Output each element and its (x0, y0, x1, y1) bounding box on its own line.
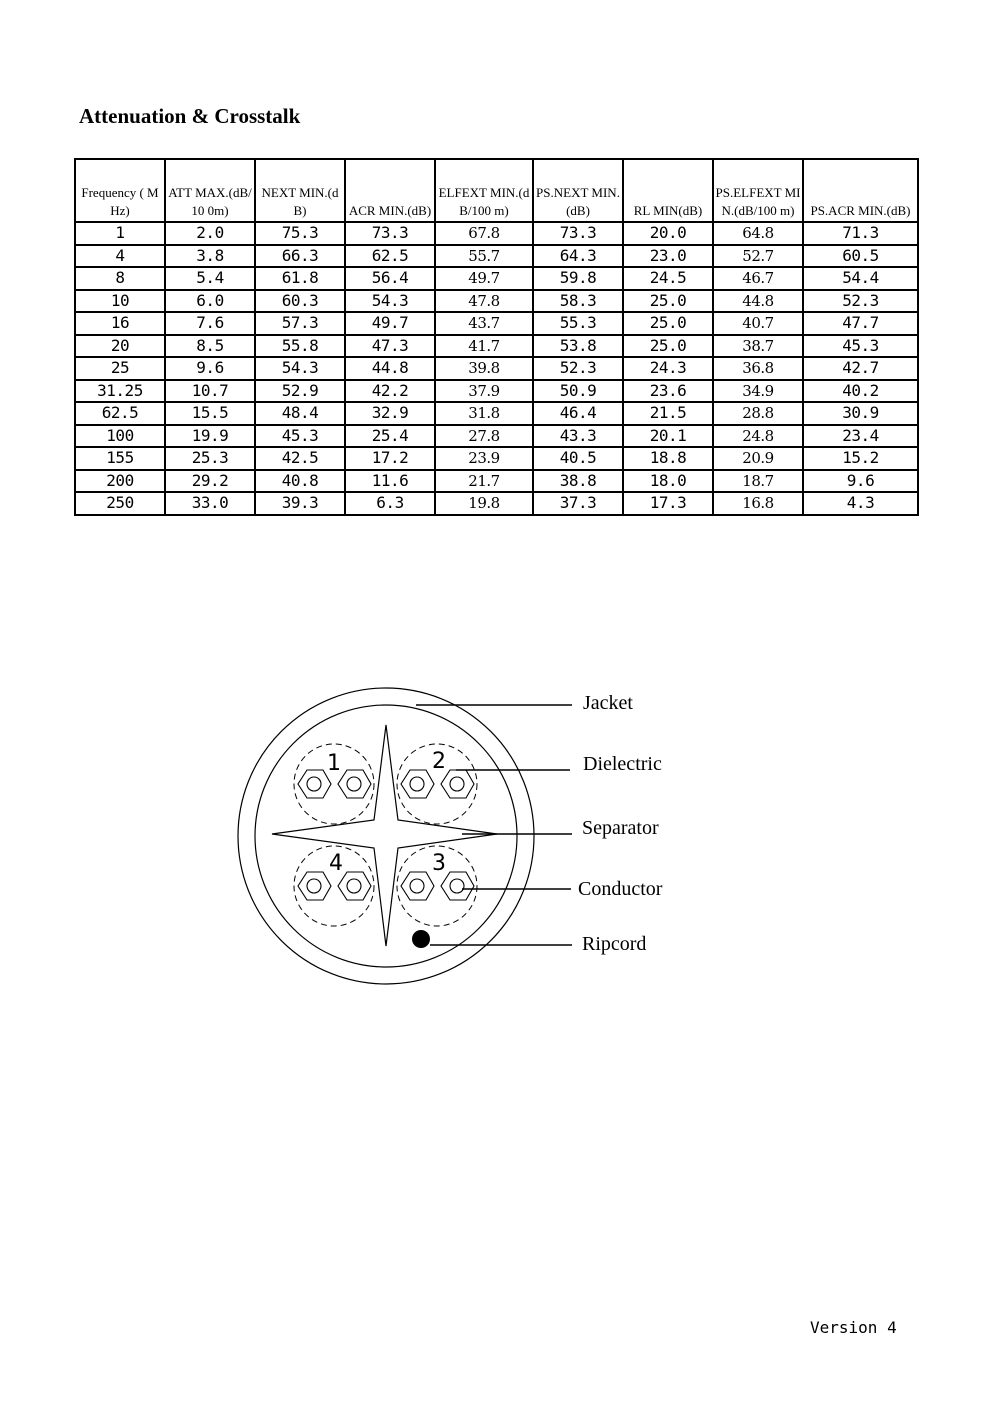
cell-frequency: 1 (75, 222, 165, 245)
cell-frequency: 100 (75, 425, 165, 448)
cell-acr: 49.7 (345, 312, 435, 335)
cell-ps-elfext: 44.8 (713, 290, 803, 313)
cell-next: 66.3 (255, 245, 345, 268)
cell-elfext: 43.7 (435, 312, 533, 335)
header-ps-acr: PS.ACR MIN.(dB) (803, 159, 918, 222)
pair-4-conductor-a-insulation (298, 872, 331, 900)
cell-rl: 24.5 (623, 267, 713, 290)
cell-elfext: 23.9 (435, 447, 533, 470)
cell-rl: 25.0 (623, 335, 713, 358)
pair-3-conductor-a-insulation (401, 872, 434, 900)
cell-ps-next: 58.3 (533, 290, 623, 313)
cell-acr: 42.2 (345, 380, 435, 403)
conductor-label: Conductor (578, 878, 663, 900)
pair-1-conductor-b-insulation (338, 770, 371, 798)
cell-ps-elfext: 24.8 (713, 425, 803, 448)
dielectric-label: Dielectric (583, 753, 662, 775)
cell-ps-next: 46.4 (533, 402, 623, 425)
pair-number-1: 1 (327, 751, 341, 776)
cell-rl: 18.0 (623, 470, 713, 493)
version-footer: Version 4 (810, 1318, 897, 1337)
cell-frequency: 16 (75, 312, 165, 335)
cell-ps-acr: 60.5 (803, 245, 918, 268)
cell-ps-acr: 23.4 (803, 425, 918, 448)
cell-acr: 62.5 (345, 245, 435, 268)
cell-frequency: 10 (75, 290, 165, 313)
pair-2-conductor-a-insulation (401, 770, 434, 798)
cell-elfext: 37.9 (435, 380, 533, 403)
cell-next: 55.8 (255, 335, 345, 358)
cell-ps-acr: 9.6 (803, 470, 918, 493)
cell-acr: 11.6 (345, 470, 435, 493)
cell-ps-elfext: 38.7 (713, 335, 803, 358)
cell-elfext: 19.8 (435, 492, 533, 515)
cell-acr: 54.3 (345, 290, 435, 313)
pair-number-4: 4 (329, 851, 343, 876)
cell-ps-acr: 30.9 (803, 402, 918, 425)
cell-ps-next: 37.3 (533, 492, 623, 515)
cell-ps-acr: 15.2 (803, 447, 918, 470)
cell-att: 2.0 (165, 222, 255, 245)
cell-ps-elfext: 36.8 (713, 357, 803, 380)
cell-elfext: 27.8 (435, 425, 533, 448)
cell-ps-elfext: 40.7 (713, 312, 803, 335)
cell-att: 9.6 (165, 357, 255, 380)
cell-acr: 25.4 (345, 425, 435, 448)
cell-ps-elfext: 20.9 (713, 447, 803, 470)
cell-ps-next: 53.8 (533, 335, 623, 358)
ripcord-label: Ripcord (582, 933, 647, 955)
pair-3-conductor-b-insulation (441, 872, 474, 900)
cell-att: 6.0 (165, 290, 255, 313)
cell-ps-elfext: 52.7 (713, 245, 803, 268)
cell-rl: 23.6 (623, 380, 713, 403)
pair-2-conductor-b-insulation (441, 770, 474, 798)
jacket-label: Jacket (583, 692, 633, 714)
cell-ps-elfext: 16.8 (713, 492, 803, 515)
cell-next: 61.8 (255, 267, 345, 290)
cell-elfext: 49.7 (435, 267, 533, 290)
header-att: ATT MAX.(dB/10 0m) (165, 159, 255, 222)
cell-ps-next: 38.8 (533, 470, 623, 493)
cell-next: 57.3 (255, 312, 345, 335)
header-frequency: Frequency ( MHz) (75, 159, 165, 222)
cell-frequency: 62.5 (75, 402, 165, 425)
cell-frequency: 200 (75, 470, 165, 493)
cell-ps-next: 73.3 (533, 222, 623, 245)
pair-1-conductor-a (307, 777, 321, 791)
cell-att: 8.5 (165, 335, 255, 358)
cell-acr: 56.4 (345, 267, 435, 290)
cell-att: 5.4 (165, 267, 255, 290)
pair-4-conductor-b-insulation (338, 872, 371, 900)
cell-next: 48.4 (255, 402, 345, 425)
cell-ps-elfext: 18.7 (713, 470, 803, 493)
cell-frequency: 4 (75, 245, 165, 268)
cell-frequency: 25 (75, 357, 165, 380)
cell-ps-acr: 45.3 (803, 335, 918, 358)
cell-ps-elfext: 28.8 (713, 402, 803, 425)
cell-rl: 25.0 (623, 312, 713, 335)
header-acr: ACR MIN.(dB) (345, 159, 435, 222)
cell-frequency: 250 (75, 492, 165, 515)
cell-elfext: 39.8 (435, 357, 533, 380)
cell-att: 33.0 (165, 492, 255, 515)
cell-next: 39.3 (255, 492, 345, 515)
cell-ps-next: 64.3 (533, 245, 623, 268)
cell-ps-next: 50.9 (533, 380, 623, 403)
cell-ps-next: 40.5 (533, 447, 623, 470)
header-next: NEXT MIN.(dB) (255, 159, 345, 222)
cell-rl: 21.5 (623, 402, 713, 425)
cell-next: 45.3 (255, 425, 345, 448)
header-ps-elfext: PS.ELFEXT MIN.(dB/100 m) (713, 159, 803, 222)
cell-att: 10.7 (165, 380, 255, 403)
cell-next: 54.3 (255, 357, 345, 380)
pair-number-2: 2 (432, 749, 446, 774)
cell-acr: 73.3 (345, 222, 435, 245)
cell-next: 42.5 (255, 447, 345, 470)
pair-4-conductor-a (307, 879, 321, 893)
cell-frequency: 8 (75, 267, 165, 290)
cell-acr: 32.9 (345, 402, 435, 425)
cell-rl: 20.1 (623, 425, 713, 448)
cell-ps-acr: 54.4 (803, 267, 918, 290)
header-rl: RL MIN(dB) (623, 159, 713, 222)
cell-att: 7.6 (165, 312, 255, 335)
cell-ps-acr: 42.7 (803, 357, 918, 380)
cell-acr: 17.2 (345, 447, 435, 470)
cell-ps-acr: 40.2 (803, 380, 918, 403)
cell-frequency: 20 (75, 335, 165, 358)
cell-rl: 24.3 (623, 357, 713, 380)
page-title: Attenuation & Crosstalk (79, 104, 301, 128)
cell-att: 15.5 (165, 402, 255, 425)
cell-frequency: 31.25 (75, 380, 165, 403)
cell-att: 3.8 (165, 245, 255, 268)
cell-elfext: 55.7 (435, 245, 533, 268)
ripcord-dot (412, 930, 430, 948)
pair-3-conductor-a (410, 879, 424, 893)
cell-ps-acr: 71.3 (803, 222, 918, 245)
separator-cross (272, 725, 497, 946)
cell-acr: 6.3 (345, 492, 435, 515)
cell-ps-acr: 47.7 (803, 312, 918, 335)
cell-elfext: 47.8 (435, 290, 533, 313)
separator-label: Separator (582, 817, 659, 839)
cell-next: 75.3 (255, 222, 345, 245)
cell-ps-acr: 52.3 (803, 290, 918, 313)
cell-frequency: 155 (75, 447, 165, 470)
cell-rl: 17.3 (623, 492, 713, 515)
cell-att: 19.9 (165, 425, 255, 448)
cell-rl: 20.0 (623, 222, 713, 245)
cell-ps-next: 52.3 (533, 357, 623, 380)
cell-ps-acr: 4.3 (803, 492, 918, 515)
pair-4-conductor-b (347, 879, 361, 893)
cell-next: 60.3 (255, 290, 345, 313)
cell-rl: 23.0 (623, 245, 713, 268)
pair-2-conductor-a (410, 777, 424, 791)
pair-2-conductor-b (450, 777, 464, 791)
pair-number-3: 3 (432, 851, 446, 876)
cell-acr: 44.8 (345, 357, 435, 380)
cell-ps-next: 55.3 (533, 312, 623, 335)
cell-ps-elfext: 46.7 (713, 267, 803, 290)
cell-elfext: 21.7 (435, 470, 533, 493)
header-ps-next: PS.NEXT MIN.(dB) (533, 159, 623, 222)
cell-ps-next: 43.3 (533, 425, 623, 448)
cell-rl: 25.0 (623, 290, 713, 313)
cell-acr: 47.3 (345, 335, 435, 358)
header-elfext: ELFEXT MIN.(dB/100 m) (435, 159, 533, 222)
cell-att: 25.3 (165, 447, 255, 470)
pair-3-conductor-b (450, 879, 464, 893)
cell-ps-elfext: 64.8 (713, 222, 803, 245)
cell-att: 29.2 (165, 470, 255, 493)
cell-rl: 18.8 (623, 447, 713, 470)
cell-next: 52.9 (255, 380, 345, 403)
pair-1-conductor-b (347, 777, 361, 791)
cell-elfext: 41.7 (435, 335, 533, 358)
cell-ps-next: 59.8 (533, 267, 623, 290)
cell-elfext: 67.8 (435, 222, 533, 245)
cell-elfext: 31.8 (435, 402, 533, 425)
cell-next: 40.8 (255, 470, 345, 493)
cell-ps-elfext: 34.9 (713, 380, 803, 403)
